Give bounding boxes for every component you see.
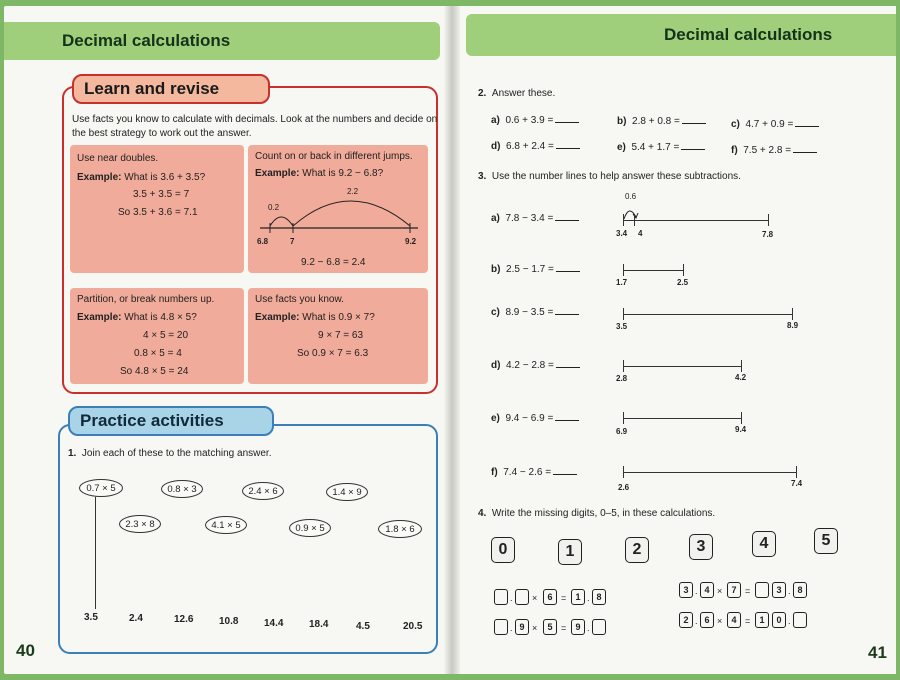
numberline-end: 9.2 xyxy=(405,237,417,246)
given-digit-box: 3 xyxy=(679,582,693,598)
tick xyxy=(683,264,684,276)
jump-label: 0.6 xyxy=(625,192,637,201)
tick xyxy=(623,412,624,424)
times-sym: × xyxy=(717,616,723,626)
tick xyxy=(792,308,793,320)
answer-7[interactable]: 4.5 xyxy=(356,621,370,632)
numberline-mid: 7 xyxy=(290,237,295,246)
number-line-e xyxy=(623,418,742,419)
given-digit-box: 4 xyxy=(727,612,741,628)
oval-row2-1[interactable]: 2.3 × 8 xyxy=(119,515,161,533)
question-number: 4. xyxy=(478,508,487,519)
equals-sym: = xyxy=(745,616,751,626)
digit-card-5[interactable]: 5 xyxy=(814,528,838,554)
q2-a-expr: 0.6 + 3.9 = xyxy=(505,115,554,126)
dot-sym: . xyxy=(510,593,513,603)
example-text: What is 3.6 + 3.5? xyxy=(124,172,206,183)
answer-blank[interactable] xyxy=(555,213,579,221)
q3-a-expr: 7.8 − 3.4 = xyxy=(505,213,554,224)
q3-d-expr: 4.2 − 2.8 = xyxy=(506,360,554,371)
question-text: Join each of these to the matching answer. xyxy=(81,448,272,459)
oval-row1-4[interactable]: 1.4 × 9 xyxy=(326,483,368,501)
q2-e-expr: 5.4 + 1.7 = xyxy=(631,142,680,153)
oval-row2-2[interactable]: 4.1 × 5 xyxy=(205,516,247,534)
question-number: 2. xyxy=(478,88,487,99)
equals-sym: = xyxy=(561,623,567,633)
jump-big-label: 2.2 xyxy=(347,187,359,196)
answer-blank[interactable] xyxy=(793,145,817,153)
oval-row1-1[interactable]: 0.7 × 5 xyxy=(79,479,123,497)
answer-1[interactable]: 3.5 xyxy=(84,612,98,623)
nl-mid-label: 4 xyxy=(638,229,643,238)
partition-line2: 0.8 × 5 = 4 xyxy=(134,348,182,359)
right-page xyxy=(456,6,896,674)
dot-sym: . xyxy=(695,616,698,626)
near-doubles-line1: 3.5 + 3.5 = 7 xyxy=(133,189,190,200)
missing-digit-box[interactable] xyxy=(755,582,769,598)
dot-sym: . xyxy=(788,616,791,626)
nl-left-label: 2.6 xyxy=(618,483,630,492)
item-label: b) xyxy=(491,264,501,275)
answer-6[interactable]: 18.4 xyxy=(309,619,329,630)
item-label: a) xyxy=(491,115,500,126)
equals-sym: = xyxy=(561,593,567,603)
example-label: Example: xyxy=(77,312,122,323)
given-digit-box: 5 xyxy=(543,619,557,635)
tick xyxy=(623,308,624,320)
answer-2[interactable]: 2.4 xyxy=(129,613,143,624)
digit-card-1[interactable]: 1 xyxy=(558,539,582,565)
drawn-join-line xyxy=(95,497,96,609)
practice-tab xyxy=(68,406,274,436)
example-label: Example: xyxy=(255,168,300,179)
question-text: Write the missing digits, 0–5, in these calculations. xyxy=(491,508,716,519)
number-line-a xyxy=(623,220,769,221)
tick xyxy=(741,360,742,372)
digit-card-3[interactable]: 3 xyxy=(689,534,713,560)
answer-5[interactable]: 14.4 xyxy=(264,618,284,629)
answer-blank[interactable] xyxy=(556,360,580,368)
book-gutter xyxy=(444,6,460,674)
dot-sym: . xyxy=(510,623,513,633)
q3-f-expr: 7.4 − 2.6 = xyxy=(503,467,552,478)
given-digit-box: 3 xyxy=(772,582,786,598)
item-label: a) xyxy=(491,213,500,224)
tick xyxy=(623,264,624,276)
question-text: Answer these. xyxy=(491,88,556,99)
nl-left-label: 6.9 xyxy=(616,427,628,436)
given-digit-box: 8 xyxy=(793,582,807,598)
example-text: What is 4.8 × 5? xyxy=(124,312,197,323)
given-digit-box: 1 xyxy=(571,589,585,605)
digit-card-4[interactable]: 4 xyxy=(752,531,776,557)
given-digit-box: 6 xyxy=(543,589,557,605)
missing-digit-box[interactable] xyxy=(793,612,807,628)
tick xyxy=(634,214,635,226)
answer-blank[interactable] xyxy=(795,119,819,127)
answer-blank[interactable] xyxy=(555,115,579,123)
given-digit-box: 4 xyxy=(700,582,714,598)
digit-card-2[interactable]: 2 xyxy=(625,537,649,563)
known-facts-line2: So 0.9 × 7 = 6.3 xyxy=(297,348,369,359)
learn-intro-line2: the best strategy to work out the answer. xyxy=(72,128,252,139)
learn-intro-line1: Use facts you know to calculate with decimals. Look at the numbers and decide on xyxy=(72,114,438,125)
number-line-d xyxy=(623,366,742,367)
item-label: e) xyxy=(491,413,500,424)
missing-digit-box[interactable] xyxy=(494,619,508,635)
dot-sym: . xyxy=(587,623,590,633)
given-digit-box: 0 xyxy=(772,612,786,628)
item-label: c) xyxy=(491,307,500,318)
answer-4[interactable]: 10.8 xyxy=(219,616,239,627)
times-sym: × xyxy=(532,593,538,603)
q3-c-expr: 8.9 − 3.5 = xyxy=(505,307,554,318)
near-doubles-heading: Use near doubles. xyxy=(77,153,159,164)
nl-right-label: 2.5 xyxy=(677,278,689,287)
partition-line3: So 4.8 × 5 = 24 xyxy=(120,366,189,377)
missing-digit-box[interactable] xyxy=(592,619,606,635)
given-digit-box: 7 xyxy=(727,582,741,598)
given-digit-box: 6 xyxy=(700,612,714,628)
near-doubles-line2: So 3.5 + 3.6 = 7.1 xyxy=(118,207,198,218)
numberline-start: 6.8 xyxy=(257,237,269,246)
nl-right-label: 8.9 xyxy=(787,321,799,330)
tick xyxy=(623,214,624,226)
left-header-bar xyxy=(4,22,440,60)
given-digit-box: 9 xyxy=(571,619,585,635)
nl-right-label: 9.4 xyxy=(735,425,747,434)
right-header-bar xyxy=(466,14,896,56)
given-digit-box: 2 xyxy=(679,612,693,628)
known-facts-heading: Use facts you know. xyxy=(255,294,344,305)
dot-sym: . xyxy=(788,586,791,596)
number-line-f xyxy=(623,472,797,473)
nl-right-label: 7.8 xyxy=(762,230,774,239)
q2-d-expr: 6.8 + 2.4 = xyxy=(506,141,554,152)
times-sym: × xyxy=(717,586,723,596)
tick xyxy=(741,412,742,424)
missing-digit-box[interactable] xyxy=(494,589,508,605)
oval-row2-3[interactable]: 0.9 × 5 xyxy=(289,519,331,537)
given-digit-box: 1 xyxy=(755,612,769,628)
dot-sym: . xyxy=(587,593,590,603)
nl-right-label: 4.2 xyxy=(735,373,747,382)
answer-8[interactable]: 20.5 xyxy=(403,621,423,632)
left-header-title: Decimal calculations xyxy=(62,31,231,50)
number-line-b xyxy=(623,270,684,271)
tick xyxy=(796,466,797,478)
tick xyxy=(623,360,624,372)
times-sym: × xyxy=(532,623,538,633)
count-jumps-result: 9.2 − 6.8 = 2.4 xyxy=(301,257,366,268)
left-page-number: 40 xyxy=(16,641,35,660)
item-label: f) xyxy=(491,467,498,478)
question-number: 1. xyxy=(68,448,77,459)
item-label: c) xyxy=(731,119,740,130)
tick xyxy=(768,214,769,226)
example-label: Example: xyxy=(255,312,300,323)
nl-right-label: 7.4 xyxy=(791,479,803,488)
question-text: Use the number lines to help answer these subtractions. xyxy=(491,171,741,182)
missing-digit-box[interactable] xyxy=(515,589,529,605)
answer-blank[interactable] xyxy=(555,307,579,315)
example-text: What is 0.9 × 7? xyxy=(302,312,375,323)
right-header-title: Decimal calculations xyxy=(664,25,833,44)
digit-card-0[interactable]: 0 xyxy=(491,537,515,563)
answer-blank[interactable] xyxy=(555,413,579,421)
learn-revise-tab xyxy=(72,74,270,104)
q3-b-expr: 2.5 − 1.7 = xyxy=(506,264,554,275)
right-page-number: 41 xyxy=(868,643,887,662)
answer-blank[interactable] xyxy=(681,142,705,150)
q2-b-expr: 2.8 + 0.8 = xyxy=(632,116,680,127)
answer-3[interactable]: 12.6 xyxy=(174,614,194,625)
item-label: b) xyxy=(617,116,627,127)
item-label: d) xyxy=(491,360,501,371)
answer-blank[interactable] xyxy=(556,264,580,272)
nl-left-label: 3.5 xyxy=(616,322,628,331)
partition-heading: Partition, or break numbers up. xyxy=(77,294,215,305)
known-facts-line1: 9 × 7 = 63 xyxy=(318,330,364,341)
tick xyxy=(623,466,624,478)
nl-left-label: 1.7 xyxy=(616,278,628,287)
question-number: 3. xyxy=(478,171,487,182)
partition-line1: 4 × 5 = 20 xyxy=(143,330,189,341)
oval-row1-2[interactable]: 0.8 × 3 xyxy=(161,480,203,498)
oval-row2-4[interactable]: 1.8 × 6 xyxy=(378,520,422,538)
nl-left-label: 2.8 xyxy=(616,374,628,383)
q2-f-expr: 7.5 + 2.8 = xyxy=(743,145,792,156)
item-label: e) xyxy=(617,142,626,153)
item-label: d) xyxy=(491,141,501,152)
dot-sym: . xyxy=(695,586,698,596)
item-label: f) xyxy=(731,145,738,156)
learn-revise-title: Learn and revise xyxy=(84,79,220,98)
nl-left-label: 3.4 xyxy=(616,229,628,238)
oval-row1-3[interactable]: 2.4 × 6 xyxy=(242,482,284,500)
given-digit-box: 8 xyxy=(592,589,606,605)
count-jumps-heading: Count on or back in different jumps. xyxy=(255,151,413,162)
practice-title: Practice activities xyxy=(80,411,224,430)
number-line-c xyxy=(623,314,793,315)
given-digit-box: 9 xyxy=(515,619,529,635)
answer-blank[interactable] xyxy=(682,116,706,124)
answer-blank[interactable] xyxy=(556,141,580,149)
q2-c-expr: 4.7 + 0.9 = xyxy=(745,119,794,130)
example-text: What is 9.2 − 6.8? xyxy=(302,168,384,179)
q3-e-expr: 9.4 − 6.9 = xyxy=(505,413,554,424)
equals-sym: = xyxy=(745,586,751,596)
jump-small-label: 0.2 xyxy=(268,203,280,212)
answer-blank[interactable] xyxy=(553,467,577,475)
example-label: Example: xyxy=(77,172,122,183)
